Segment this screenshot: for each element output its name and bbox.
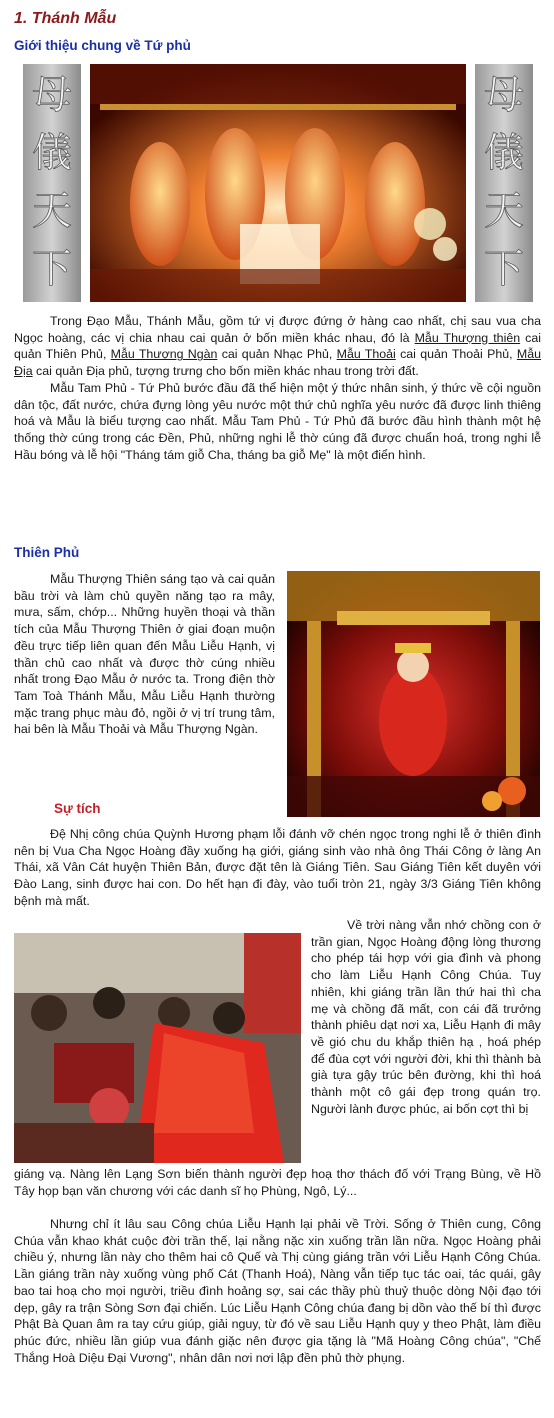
su-tich-paragraph-3 xyxy=(14,1216,541,1366)
su-tich-paragraph-3-text: Nhưng chỉ ít lâu sau Công chúa Liễu Hạnh lại phải về Trời. Sống ở Thiên cung, Công Chúa vẫn khao khát cuộc đời trần thế, lại nằng nặc xin xuống trần lần nữa. Ngọc Hoàng phải chiều ý, nhưng lần này cho thêm hai cô Quế và Thị cùng giáng trần với Liễu Hạnh Công Chúa. Lần giáng trần này xuống vùng phố Cát (Thanh Hoá), Nàng vẫn tiếp tục tác oai, tác quái, gây bao tai hoạ cho mọi người, triều đình hoảng sợ, sai các thầy phù thuỷ thuộc dòng Nội đạo tới dẹp, gây ra trận Sòng Sơn đại chiến. Lúc Liễu Hạnh Công chúa đang bị dồn vào thế bí thì được Phật Bà Quan âm ra tay cứu giúp, giải nguy, từ đó về sau Liễu Hạnh quy y theo Phật, làm điều phúc đức, nhiều lần giúp vua đánh giặc nên được gia tặng là "Mã Hoàng Công chúa", "Chế Thắng Hoà Diệu Đại Vương", nhân dân nơi nơi lập đền phủ thờ phụng. xyxy=(14,1217,541,1365)
su-tich-paragraph-1-text: Đệ Nhị công chúa Quỳnh Hương phạm lỗi đánh vỡ chén ngọc trong nghi lễ ở thiên đình nên bị Vua Cha Ngọc Hoàng đầy xuống hạ giới, giáng sinh vào nhà ông Thái Công ở làng An Thái, xã Vân Cát huyện Thiên Bản, được đặt tên là Giáng Tiên. Sau Giáng Tiên kết duyên với Đào Lang, sinh được hai con. Do hết hạn đi đày, vào tuổi tròn 21, ngày 3/3 Giáng Tiên không bệnh mà mất. xyxy=(14,827,541,908)
link-mau-dia[interactable]: Mẫu Địa xyxy=(14,347,541,379)
su-tich-paragraph-1 xyxy=(14,826,541,910)
intro-text-a: Trong Đạo Mẫu, Thánh Mẫu, gồm tứ vị được đứng ở hàng cao nhất, chị sau vua cha Ngọc hoàng, các vị chia nhau cai quản ở bốn miền khác nhau, đó là xyxy=(14,314,541,345)
ceremony-photo xyxy=(14,933,301,1163)
su-tich-title: Sự tích xyxy=(54,801,101,816)
su-tich-paragraph-2-side-text: Về trời nàng vẫn nhớ chồng con ở trần gian, Ngọc Hoàng động lòng thương cho phép tái hợp với gia đình và phong cho làm Liễu Hạnh Công Chúa. Tuy nhiên, khi giáng trần lần thứ hai thì cha mẹ và chồng đã mất, con cái đã trưởng thành phiêu dạt nơi xa, Liễu Hạnh đi mây về gió chu du khắp thiên hạ , hoá phép để đùa cợt với người đời, khi thì thành bà già tựa gậy trúc bên đường, khi thì hoá thành một cô gái đẹp trong quán trọ. Người lành được phúc, ai bốn cợt thì bị xyxy=(311,918,541,1116)
intro-paragraph-2-text: Mẫu Tam Phủ - Tứ Phủ bước đầu đã thể hiện một ý thức nhân sinh, ý thức về cội nguồn dân tộc, đất nước, chứa đựng lòng yêu nước một thứ chủ nghĩa yêu nước đã được linh thiêng hoá và Mẫu là biểu tượng cao nhất. Mẫu Tam Phủ - Tứ Phủ đã bước đầu hình thành một hệ thống thờ cúng trong các Đền, Phủ, những nghi lễ thờ cúng đã được chuẩn hoá, trong nghi lễ Hầu bóng và lễ hội "Tháng tám giỗ Cha, tháng ba giỗ Mẹ" là một điển hình. xyxy=(14,381,541,462)
banner-left-char-1: 母 xyxy=(32,72,72,118)
su-tich-paragraph-2-side xyxy=(311,917,541,1117)
banner-right-char-4: 下 xyxy=(484,246,524,292)
intro-text-e: cai quản Địa phủ, tượng trưng cho bốn miền khác nhau trong trời đất. xyxy=(32,364,419,379)
link-mau-thuong-thien[interactable]: Mẫu Thượng thiên xyxy=(414,330,521,345)
thien-phu-paragraph-text: Mẫu Thượng Thiên sáng tạo và cai quản bầu trời và làm chủ quyền năng tạo ra mây, mưa, sấm, chớp... Những huyền thoại và thần tích của Mẫu Thượng Thiên ở giai đoạn muộn đều trực tiếp liên quan đến Mẫu Liễu Hạnh, vị thần chủ cao nhất và được thờ cúng nhiều nhất trong Đạo Mẫu ở nước ta. Trong điện thờ Tam Toà Thánh Mẫu, Mẫu Liễu Hạnh thường mặc trang phục màu đỏ, ngồi ở vị trí trung tâm, hai bên là Mẫu Thoải và Mẫu Thượng Ngàn. xyxy=(14,572,275,737)
intro-title: Giới thiệu chung về Tứ phủ xyxy=(14,38,191,53)
link-mau-thoai[interactable]: Mẫu Thoải xyxy=(336,347,396,362)
intro-text-d: cai quản Thoải Phủ, xyxy=(395,347,517,362)
su-tich-paragraph-2-full xyxy=(14,1166,541,1199)
banner-left-char-2: 儀 xyxy=(32,130,72,176)
link-mau-thuong-ngan[interactable]: Mẫu Thượng Ngàn xyxy=(110,347,218,362)
intro-paragraph-2 xyxy=(14,380,541,464)
banner-right-char-2: 儀 xyxy=(484,130,524,176)
banner-left-char-4: 下 xyxy=(32,246,72,292)
thien-phu-paragraph xyxy=(14,571,275,738)
intro-text-b: cai quản Thiên Phủ, xyxy=(14,330,541,362)
intro-text-c: cai quản Nhạc Phủ, xyxy=(217,347,337,362)
su-tich-paragraph-2-full-text: giáng vạ. Nàng lên Lạng Sơn biến thành người đẹp hoạ thơ thách đố với Trạng Bùng, về Hồ Tây họp bạn văn chương với các danh sĩ họ Phùng, Ngô, Lý... xyxy=(14,1167,541,1198)
altar-photo xyxy=(90,64,466,302)
calligraphy-banner-right xyxy=(475,64,533,302)
banner-right-char-1: 母 xyxy=(484,72,524,118)
banner-left-char-3: 天 xyxy=(32,188,72,234)
thien-phu-title: Thiên Phủ xyxy=(14,545,80,560)
shrine-photo xyxy=(287,571,540,817)
calligraphy-banner-left xyxy=(23,64,81,302)
intro-paragraph-1 xyxy=(14,313,541,380)
banner-right-char-3: 天 xyxy=(484,188,524,234)
section-heading: 1. Thánh Mẫu xyxy=(14,10,117,27)
